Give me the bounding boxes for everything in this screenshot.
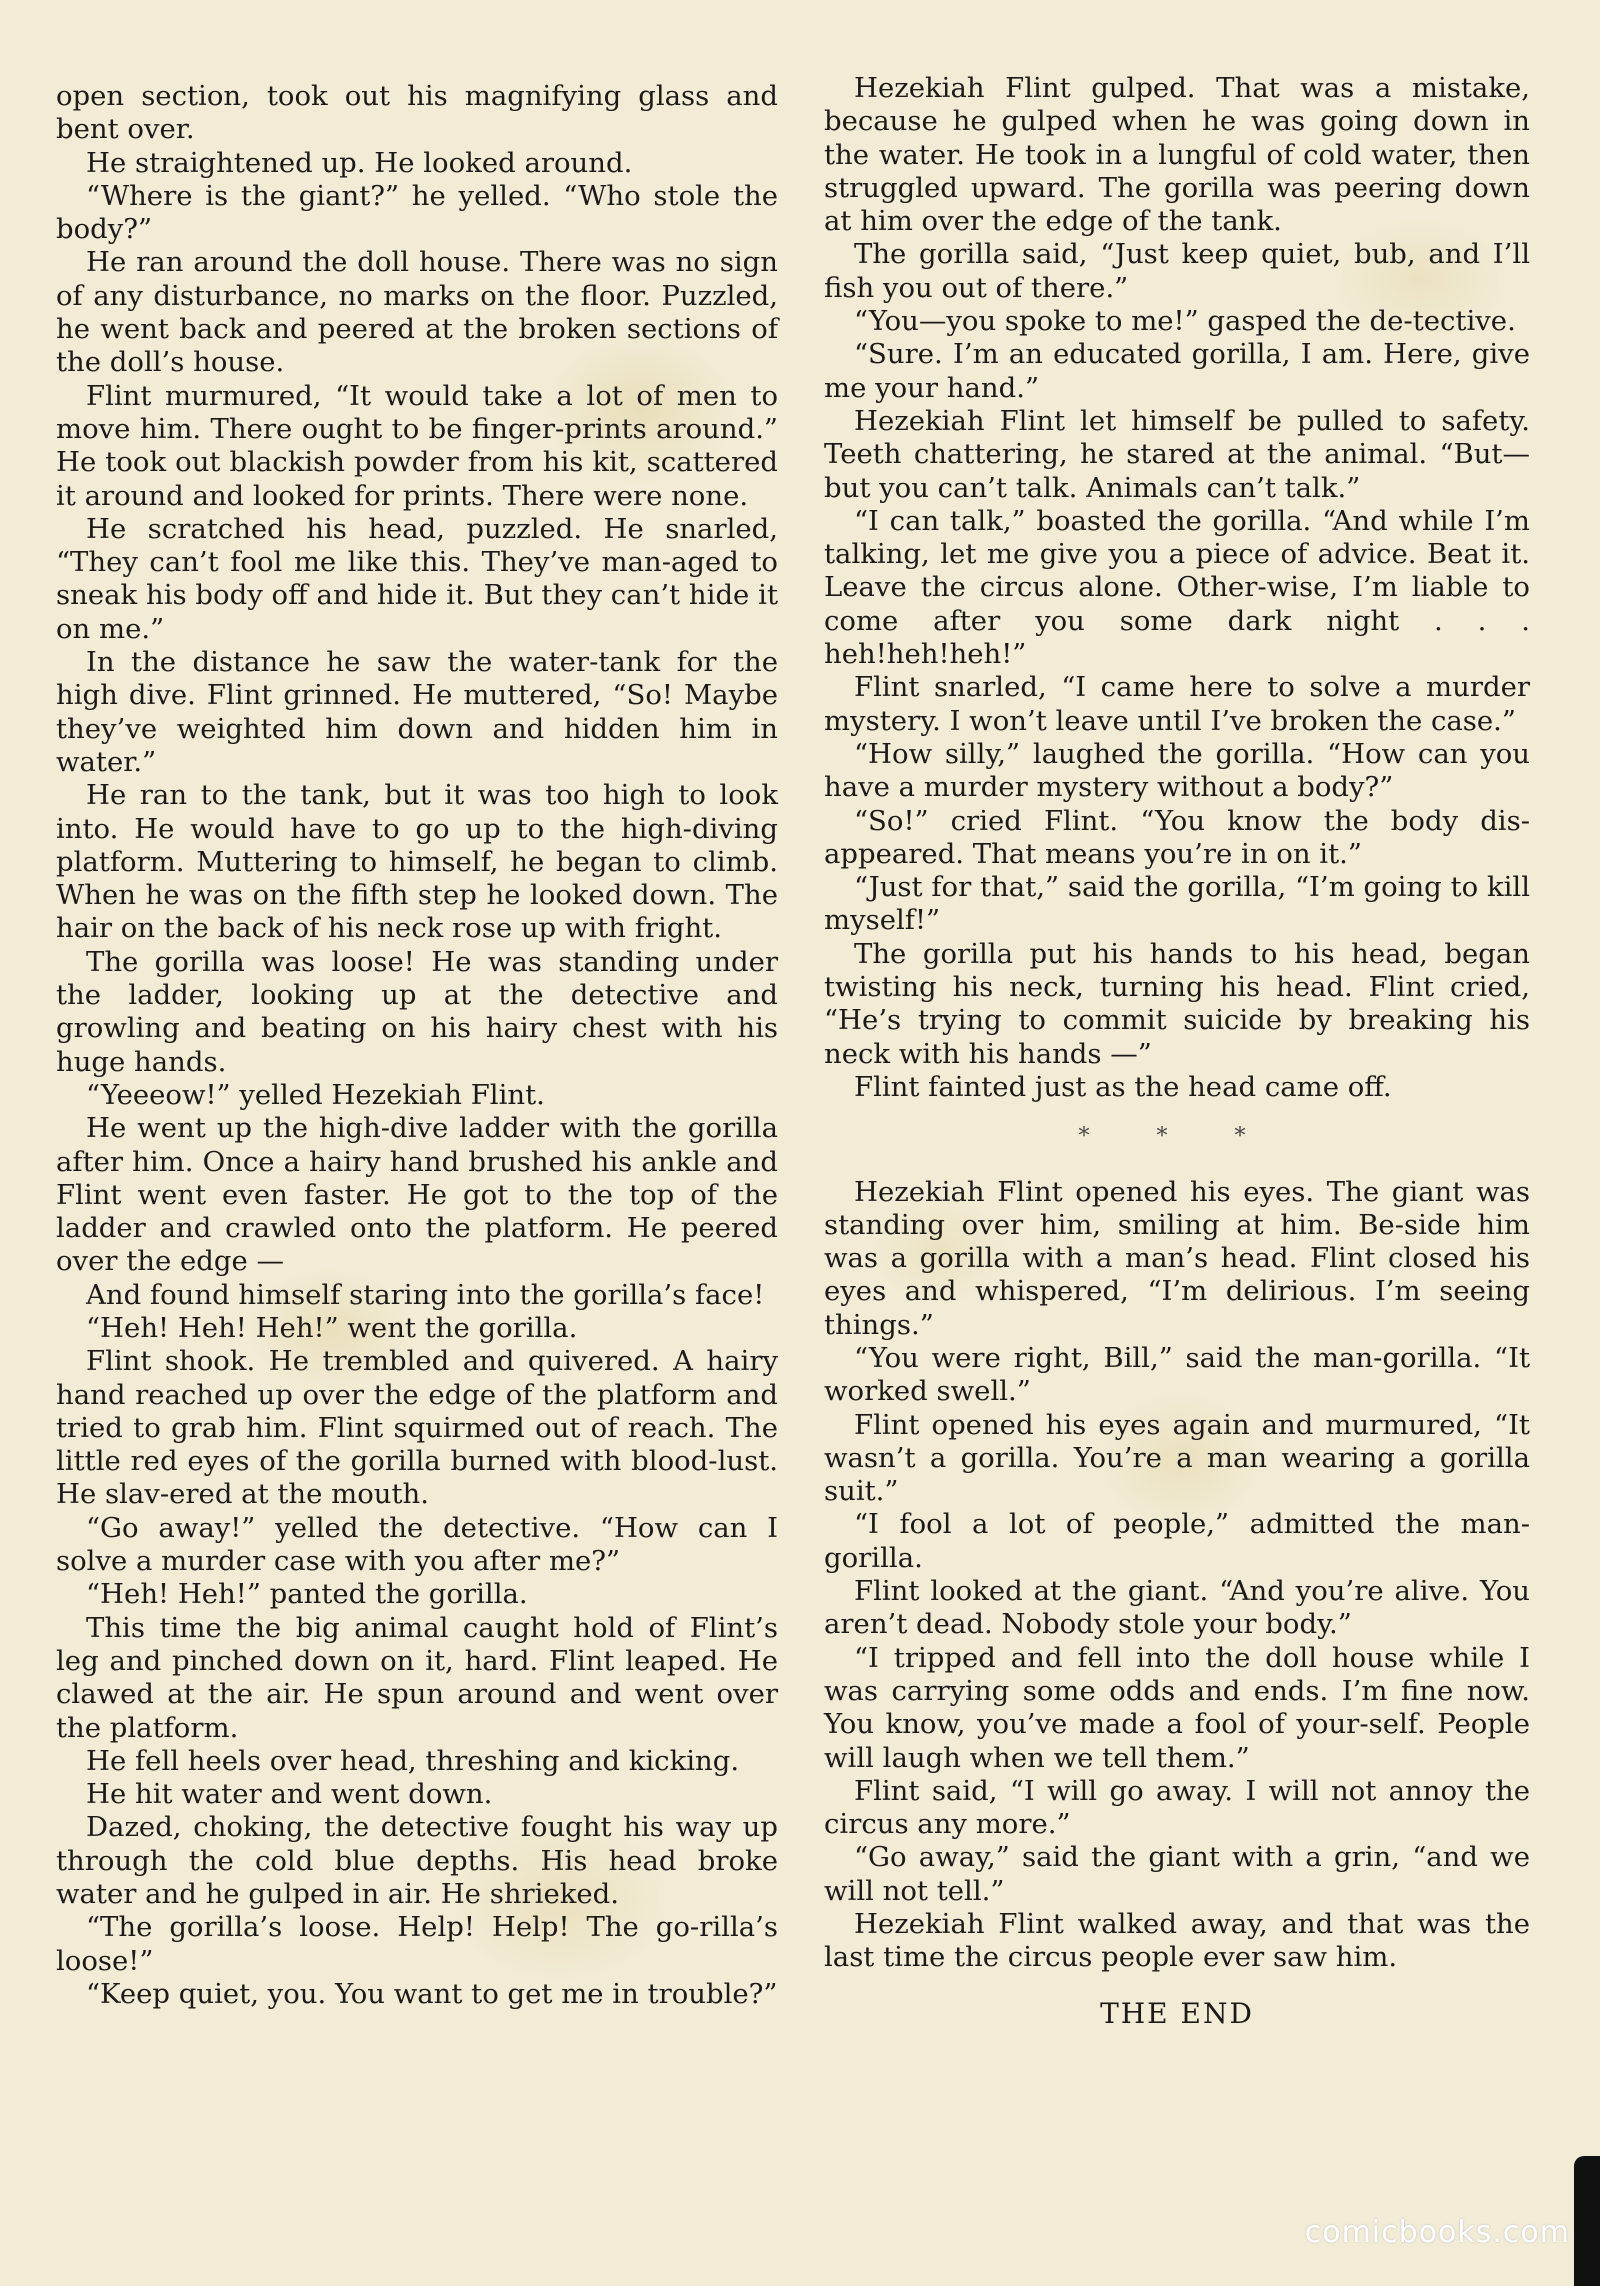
paragraph: Flint fainted just as the head came off.	[854, 1070, 1392, 1103]
paragraph: And found himself staring into the gorilla’s face!	[86, 1278, 765, 1311]
paragraph: Flint shook. He trembled and quivered. A hairy hand reached up over the edge of the platform and tried to grab him. Flint squirmed out of reach. The little red eyes of the gorilla burned with blood-lust. He slav-ered at the mouth.	[56, 1345, 778, 1511]
the-end-label: THE END	[1100, 1996, 1254, 2030]
paragraph: He ran around the doll house. There was no sign of any disturbance, no marks on the floor. Puzzled, he went back and peered at the broken sections of the doll’s house.	[56, 246, 778, 379]
paragraph: He fell heels over head, threshing and kicking.	[86, 1744, 740, 1777]
paragraph: Hezekiah Flint let himself be pulled to safety. Teeth chattering, he stared at the animal. “But—but you can’t talk. Animals can’t talk.”	[824, 404, 1530, 504]
paragraph: “Sure. I’m an educated gorilla, I am. Here, give me your hand.”	[824, 338, 1530, 404]
paragraph: Flint opened his eyes again and murmured, “It wasn’t a gorilla. You’re a man wearing a gorilla suit.”	[824, 1408, 1530, 1508]
paragraph: “Where is the giant?” he yelled. “Who stole the body?”	[56, 179, 778, 246]
right-text-column	[824, 72, 1530, 2030]
paragraph: open section, took out his magnifying glass and bent over.	[56, 80, 778, 146]
paragraph: “I can talk,” boasted the gorilla. “And while I’m talking, let me give you a piece of advice. Beat it. Leave the circus alone. Other-wise, I’m liable to come after you some dark night . . . heh!heh!heh!”	[824, 504, 1530, 671]
site-watermark: comicbooks.com	[1304, 2215, 1570, 2250]
scene-break-separator: * * *	[1078, 1124, 1276, 1150]
paragraph: He hit water and went down.	[86, 1778, 493, 1811]
paragraph: Hezekiah Flint walked away, and that was the last time the circus people ever saw him.	[824, 1908, 1530, 1974]
paragraph: Flint looked at the giant. “And you’re alive. You aren’t dead. Nobody stole your body.”	[824, 1575, 1530, 1641]
paragraph: “You—you spoke to me!” gasped the de-tective.	[854, 305, 1516, 338]
paragraph: He went up the high-dive ladder with the gorilla after him. Once a hairy hand brushed his ankle and Flint went even faster. He got to the top of the ladder and crawled onto the platform. He peered over the edge —	[56, 1112, 778, 1278]
paragraph: “Yeeeow!” yelled Hezekiah Flint.	[86, 1078, 545, 1111]
paragraph: “I tripped and fell into the doll house while I was carrying some odds and ends. I’m fine now. You know, you’ve made a fool of your-self. People will laugh when we tell them.”	[824, 1641, 1530, 1774]
paragraph: Flint snarled, “I came here to solve a murder mystery. I won’t leave until I’ve broken the case.”	[824, 671, 1530, 737]
paragraph: “Keep quiet, you. You want to get me in trouble?”	[86, 1977, 778, 2010]
paragraph: “So!” cried Flint. “You know the body dis-appeared. That means you’re in on it.”	[824, 804, 1530, 870]
paragraph: He scratched his head, puzzled. He snarled, “They can’t fool me like this. They’ve man-aged to sneak his body off and hide it. But they can’t hide it on me.”	[56, 512, 778, 645]
paragraph: This time the big animal caught hold of Flint’s leg and pinched down on it, hard. Flint leaped. He clawed at the air. He spun around and went over the platform.	[56, 1611, 778, 1744]
paragraph: Flint said, “I will go away. I will not annoy the circus any more.”	[824, 1774, 1530, 1841]
paragraph: Hezekiah Flint opened his eyes. The giant was standing over him, smiling at him. Be-side him was a gorilla with a man’s head. Flint closed his eyes and whispered, “I’m delirious. I’m seeing things.”	[824, 1175, 1530, 1341]
left-text-column	[56, 80, 778, 2011]
paragraph: Hezekiah Flint gulped. That was a mistake, because he gulped when he was going down in the water. He took in a lungful of cold water, then struggled upward. The gorilla was peering down at him over the edge of the tank.	[824, 72, 1530, 238]
page-edge-tab	[1574, 2156, 1600, 2286]
paragraph: “Just for that,” said the gorilla, “I’m going to kill myself!”	[824, 871, 1530, 937]
paragraph: He ran to the tank, but it was too high to look into. He would have to go up to the high-diving platform. Muttering to himself, he began to climb. When he was on the fifth step he looked down. The hair on the back of his neck rose up with fright.	[56, 779, 778, 945]
paragraph: He straightened up. He looked around.	[86, 146, 633, 179]
paragraph: Flint murmured, “It would take a lot of men to move him. There ought to be finger-prints around.” He took out blackish powder from his kit, scattered it around and looked for prints. There were none.	[56, 379, 778, 512]
paragraph: “The gorilla’s loose. Help! Help! The go-rilla’s loose!”	[56, 1911, 778, 1977]
paragraph: The gorilla put his hands to his head, began twisting his neck, turning his head. Flint cried, “He’s trying to commit suicide by breaking his neck with his hands —”	[824, 937, 1530, 1070]
paragraph: Dazed, choking, the detective fought his way up through the cold blue depths. His head broke water and he gulped in air. He shrieked.	[56, 1811, 778, 1911]
paragraph: “You were right, Bill,” said the man-gorilla. “It worked swell.”	[824, 1341, 1530, 1408]
paragraph: In the distance he saw the water-tank for the high dive. Flint grinned. He muttered, “So! Maybe they’ve weighted him down and hidden him in water.”	[56, 646, 778, 778]
paragraph: “I fool a lot of people,” admitted the man-gorilla.	[824, 1508, 1530, 1574]
paragraph: “Go away,” said the giant with a grin, “and we will not tell.”	[824, 1841, 1530, 1907]
paragraph: “Heh! Heh!” panted the gorilla.	[86, 1578, 528, 1611]
paragraph: “Heh! Heh! Heh!” went the gorilla.	[86, 1311, 578, 1344]
paragraph: The gorilla said, “Just keep quiet, bub, and I’ll fish you out of there.”	[824, 238, 1530, 304]
paragraph: “How silly,” laughed the gorilla. “How can you have a murder mystery without a body?”	[824, 737, 1530, 804]
paragraph: The gorilla was loose! He was standing under the ladder, looking up at the detective and growling and beating on his hairy chest with his huge hands.	[56, 945, 778, 1078]
paragraph: “Go away!” yelled the detective. “How can I solve a murder case with you after me?”	[56, 1511, 778, 1578]
